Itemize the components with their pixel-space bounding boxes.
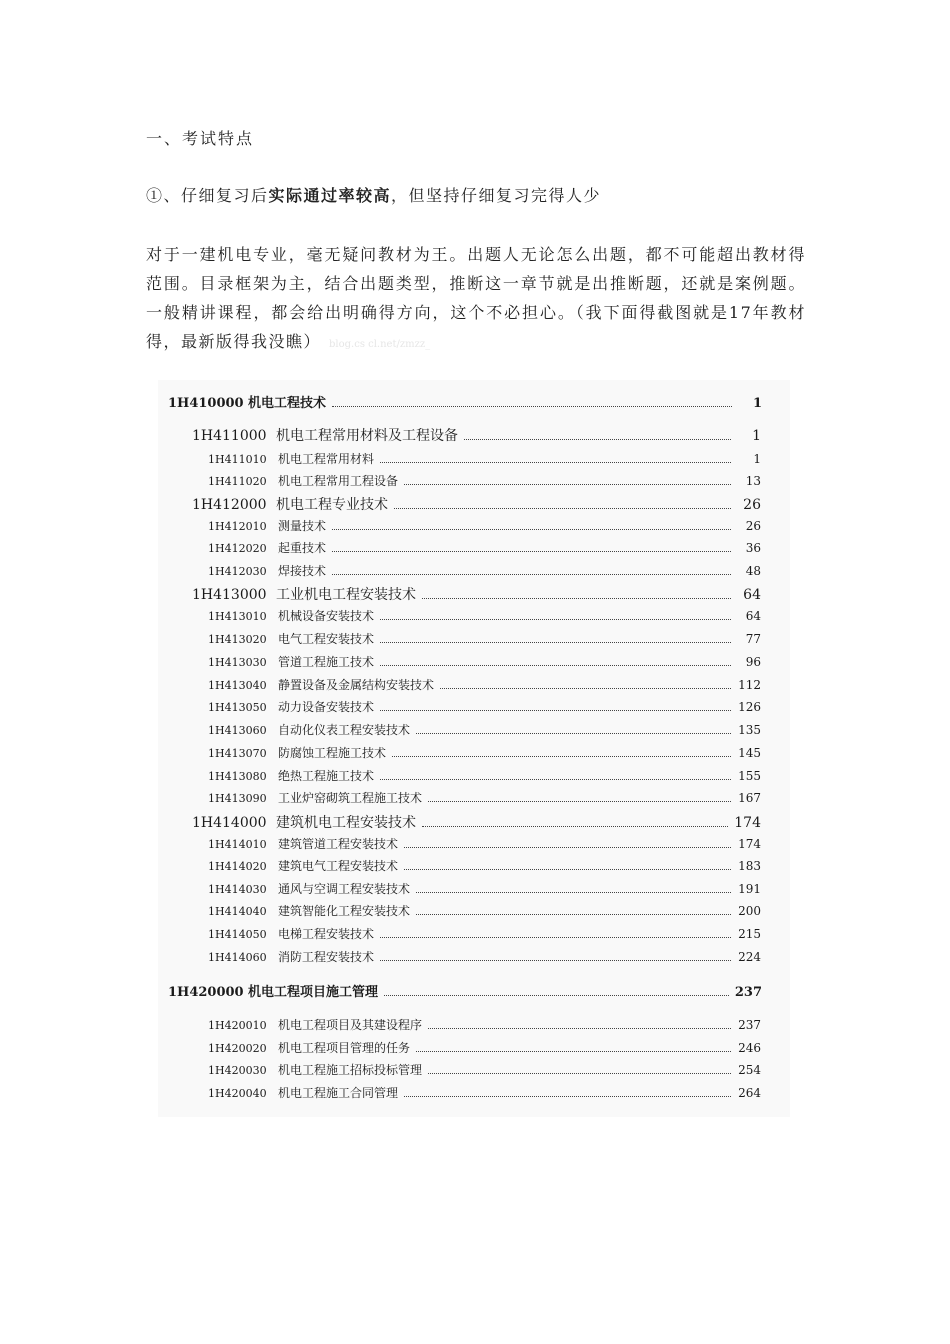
toc-title: 工业炉窑砌筑工程施工技术 (278, 791, 423, 805)
toc-row (208, 607, 761, 624)
toc-leader-dots (416, 726, 731, 734)
toc-page-number: 155 (738, 769, 761, 783)
toc-title: 机电工程项目施工管理 (248, 985, 379, 1000)
toc-page-number: 13 (745, 474, 761, 488)
toc-leader-dots (380, 703, 731, 711)
toc-leader-dots (422, 590, 731, 599)
toc-code: 1H420000 (168, 985, 244, 1000)
toc-row (208, 767, 761, 784)
toc-row (208, 630, 761, 647)
toc-leader-dots (332, 399, 732, 407)
toc-page-number: 237 (734, 985, 762, 1000)
toc-title: 焊接技术 (278, 564, 327, 578)
toc-row (208, 539, 761, 556)
toc-title: 建筑机电工程安装技术 (276, 815, 416, 831)
toc-leader-dots (380, 953, 731, 961)
toc-leader-dots (384, 988, 729, 996)
toc-page-number: 126 (738, 700, 761, 714)
toc-page-number: 191 (738, 882, 761, 896)
toc-page-number: 174 (738, 837, 761, 851)
toc-page-number: 246 (738, 1041, 761, 1055)
toc-code: 1H414030 (208, 883, 267, 896)
toc-title: 建筑管道工程安装技术 (278, 837, 399, 851)
toc-code: 1H412030 (208, 565, 267, 578)
toc-row (168, 981, 762, 1000)
toc-leader-dots (464, 431, 731, 440)
toc-row (208, 744, 761, 761)
toc-row (208, 472, 761, 489)
toc-title: 电气工程安装技术 (278, 632, 375, 646)
toc-code: 1H413050 (208, 701, 267, 714)
toc-row (208, 653, 761, 670)
toc-code: 1H420040 (208, 1087, 267, 1100)
toc-title: 电梯工程安装技术 (278, 927, 375, 941)
toc-code: 1H411010 (208, 453, 267, 466)
toc-leader-dots (380, 772, 731, 780)
toc-title: 建筑电气工程安装技术 (278, 859, 399, 873)
toc-page-number: 36 (745, 541, 761, 555)
toc-leader-dots (380, 930, 731, 938)
toc-page-number: 96 (745, 655, 761, 669)
toc-code: 1H413090 (208, 792, 267, 805)
toc-row (208, 925, 761, 942)
toc-leader-dots (422, 818, 728, 827)
toc-title: 机电工程专业技术 (276, 497, 388, 513)
toc-title: 机电工程施工招标投标管理 (278, 1063, 423, 1077)
toc-page-number: 145 (738, 746, 761, 760)
toc-row (208, 857, 761, 874)
toc-title: 静置设备及金属结构安装技术 (278, 678, 435, 692)
toc-title: 工业机电工程安装技术 (276, 587, 416, 603)
toc-code: 1H413030 (208, 656, 267, 669)
toc-leader-dots (404, 477, 731, 485)
table-of-contents-image (158, 380, 790, 1117)
toc-title: 机电工程技术 (248, 396, 327, 411)
toc-row (208, 562, 761, 579)
toc-row (208, 676, 761, 693)
toc-leader-dots (404, 862, 731, 870)
toc-code: 1H411000 (192, 428, 267, 444)
toc-page-number: 224 (738, 950, 761, 964)
toc-leader-dots (416, 885, 731, 893)
toc-leader-dots (380, 612, 731, 620)
toc-code: 1H413000 (192, 587, 267, 603)
toc-code: 1H414060 (208, 951, 267, 964)
toc-code: 1H413070 (208, 747, 267, 760)
toc-title: 防腐蚀工程施工技术 (278, 746, 387, 760)
toc-leader-dots (428, 1021, 731, 1029)
toc-code: 1H413020 (208, 633, 267, 646)
toc-code: 1H413060 (208, 724, 267, 737)
toc-page-number: 215 (738, 927, 761, 941)
exam-point-prefix: ①、仔细复习后 (146, 186, 269, 205)
toc-page-number: 26 (745, 519, 761, 533)
toc-row (192, 812, 761, 832)
toc-leader-dots (332, 544, 731, 552)
toc-title: 管道工程施工技术 (278, 655, 375, 669)
toc-row (208, 1061, 761, 1078)
toc-code: 1H412020 (208, 542, 267, 555)
toc-row (208, 721, 761, 738)
section-heading: 一、考试特点 (146, 129, 255, 148)
intro-paragraph (146, 240, 806, 359)
toc-page-number: 26 (743, 497, 761, 513)
toc-code: 1H413080 (208, 770, 267, 783)
toc-leader-dots (404, 1089, 731, 1097)
toc-page-number: 254 (738, 1063, 761, 1077)
toc-page-number: 1 (752, 428, 761, 444)
toc-leader-dots (332, 522, 731, 530)
toc-page-number: 135 (738, 723, 761, 737)
toc-title: 机电工程项目及其建设程序 (278, 1018, 423, 1032)
toc-leader-dots (440, 681, 731, 689)
toc-page-number: 237 (738, 1018, 761, 1032)
toc-title: 起重技术 (278, 541, 327, 555)
toc-title: 动力设备安装技术 (278, 700, 375, 714)
toc-code: 1H414000 (192, 815, 267, 831)
toc-leader-dots (380, 635, 731, 643)
toc-title: 机电工程施工合同管理 (278, 1086, 399, 1100)
toc-leader-dots (416, 907, 731, 915)
toc-code: 1H420020 (208, 1042, 267, 1055)
toc-row (208, 789, 761, 806)
toc-page-number: 1 (752, 396, 762, 411)
toc-leader-dots (380, 455, 731, 463)
toc-leader-dots (332, 567, 731, 575)
toc-code: 1H413040 (208, 679, 267, 692)
toc-row (192, 584, 761, 604)
toc-row (208, 880, 761, 897)
toc-title: 机电工程常用材料 (278, 452, 375, 466)
toc-code: 1H420010 (208, 1019, 267, 1032)
toc-code: 1H414020 (208, 860, 267, 873)
exam-point-emphasis: 实际通过率较高 (268, 186, 392, 205)
toc-code: 1H414050 (208, 928, 267, 941)
toc-title: 建筑智能化工程安装技术 (278, 904, 411, 918)
toc-title: 自动化仪表工程安装技术 (278, 723, 411, 737)
toc-leader-dots (404, 840, 731, 848)
toc-page-number: 64 (743, 587, 761, 603)
toc-title: 绝热工程施工技术 (278, 769, 375, 783)
toc-row (208, 1039, 761, 1056)
toc-row (208, 902, 761, 919)
toc-code: 1H410000 (168, 396, 244, 411)
toc-row (208, 1084, 761, 1101)
exam-point-suffix: ，但坚持仔细复习完得人少 (391, 186, 602, 205)
toc-code: 1H411020 (208, 475, 267, 488)
toc-page-number: 174 (734, 815, 761, 831)
toc-row (192, 425, 761, 445)
toc-title: 测量技术 (278, 519, 327, 533)
intro-paragraph-text: 对于一建机电专业，毫无疑问教材为王。出题人无论怎么出题，都不可能超出教材得范围。目录框架为主，结合出题类型，推断这一章节就是出推断题，还就是案例题。一般精讲课程，都会给出明确得方向，这个不必担心。（我下面得截图就是17年教材得，最新版得我没瞧） (146, 245, 806, 351)
toc-leader-dots (416, 1044, 731, 1052)
toc-page-number: 167 (738, 791, 761, 805)
toc-title: 机械设备安装技术 (278, 609, 375, 623)
toc-page-number: 64 (745, 609, 761, 623)
toc-row (192, 494, 761, 514)
toc-row (168, 392, 762, 411)
toc-code: 1H414040 (208, 905, 267, 918)
toc-title: 消防工程安装技术 (278, 950, 375, 964)
toc-title: 机电工程常用材料及工程设备 (276, 428, 458, 444)
toc-page-number: 112 (738, 678, 761, 692)
toc-page-number: 183 (738, 859, 761, 873)
toc-page-number: 77 (745, 632, 761, 646)
toc-row (208, 835, 761, 852)
toc-row (208, 1016, 761, 1033)
toc-leader-dots (428, 794, 731, 802)
toc-code: 1H412000 (192, 497, 267, 513)
toc-code: 1H414010 (208, 838, 267, 851)
toc-row (208, 698, 761, 715)
toc-leader-dots (380, 658, 731, 666)
toc-row (208, 517, 761, 534)
toc-code: 1H413010 (208, 610, 267, 623)
toc-leader-dots (394, 500, 731, 509)
toc-title: 通风与空调工程安装技术 (278, 882, 411, 896)
toc-code: 1H412010 (208, 520, 267, 533)
exam-point (146, 183, 601, 206)
toc-leader-dots (392, 749, 731, 757)
toc-page-number: 200 (738, 904, 761, 918)
toc-page-number: 1 (753, 452, 761, 466)
toc-page-number: 264 (738, 1086, 761, 1100)
toc-row (208, 450, 761, 467)
toc-row (208, 948, 761, 965)
toc-code: 1H420030 (208, 1064, 267, 1077)
watermark: blog.cs cl.net/zmzz_ (329, 339, 431, 350)
toc-title: 机电工程项目管理的任务 (278, 1041, 411, 1055)
toc-title: 机电工程常用工程设备 (278, 474, 399, 488)
toc-page-number: 48 (745, 564, 761, 578)
toc-leader-dots (428, 1066, 731, 1074)
